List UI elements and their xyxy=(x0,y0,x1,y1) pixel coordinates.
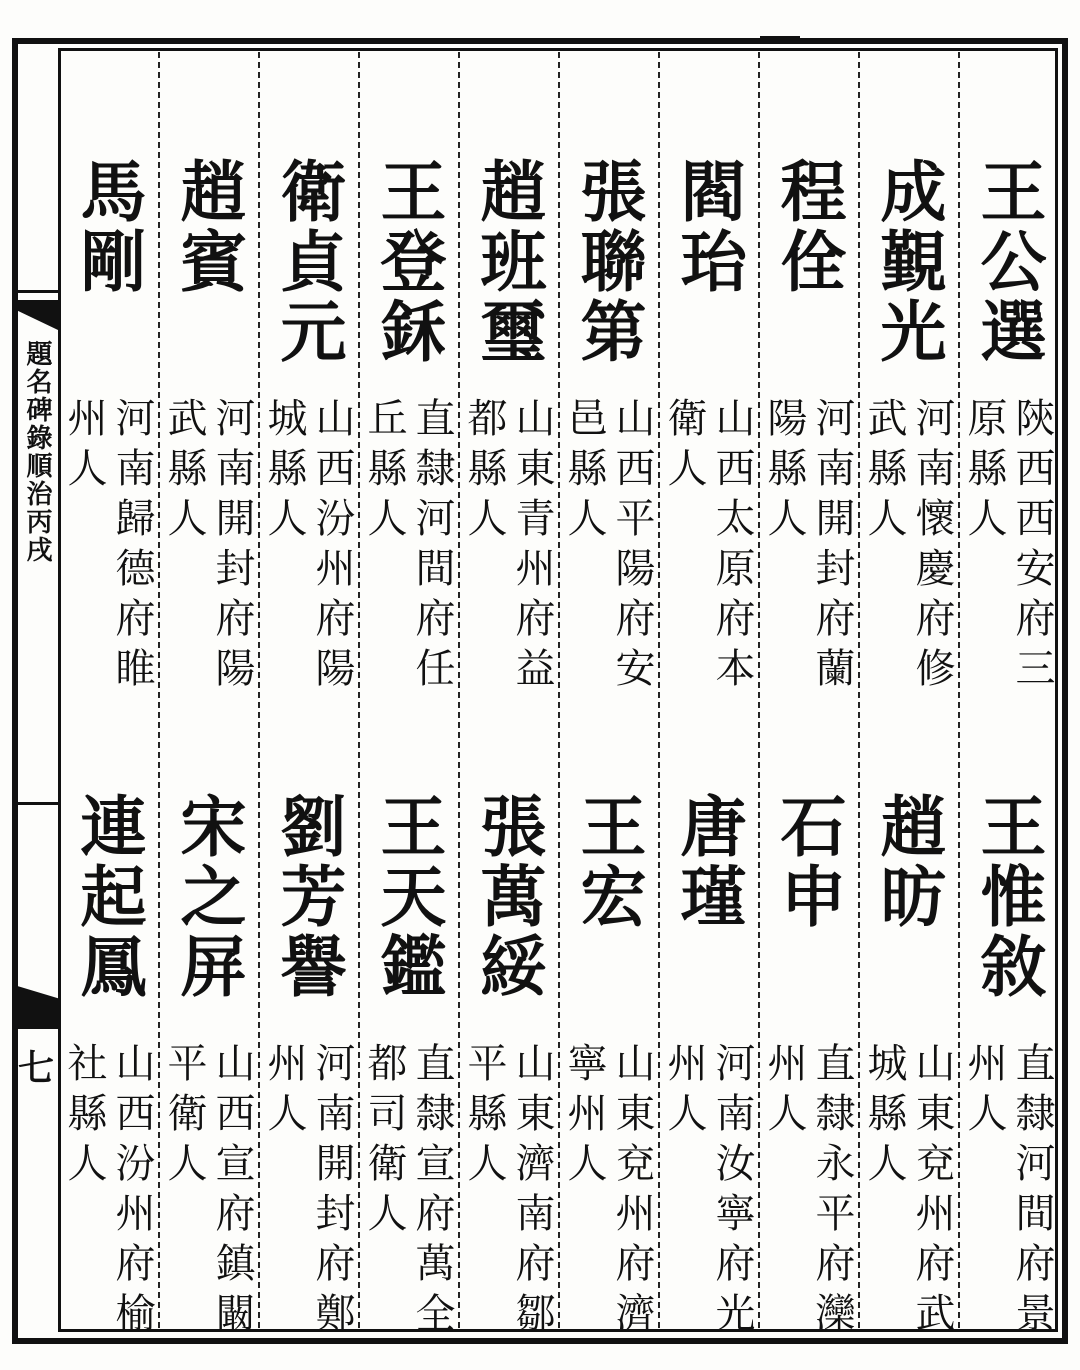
origin-line: 河南開封府鄭 xyxy=(309,1042,355,1342)
entry-origin xyxy=(558,397,658,697)
register-column xyxy=(58,52,158,1342)
spine-margin-bottom xyxy=(14,985,58,1145)
origin-line: 山東兗州府濟 xyxy=(609,1042,655,1342)
entry-name: 程佺 xyxy=(769,157,847,297)
origin-line: 山東濟南府鄒 xyxy=(509,1042,555,1342)
entry-origin xyxy=(58,397,158,697)
entry-name: 馬剛 xyxy=(69,157,147,297)
origin-line: 武縣人 xyxy=(861,397,907,547)
top-mark xyxy=(760,36,800,44)
page-number: 七 xyxy=(18,1047,55,1089)
register-column xyxy=(158,52,258,1342)
entry-origin xyxy=(158,1042,258,1342)
origin-line: 河南歸德府睢 xyxy=(109,397,155,697)
entry-origin xyxy=(158,397,258,697)
entry-name: 王公選 xyxy=(969,157,1047,367)
origin-line: 武縣人 xyxy=(161,397,207,547)
entry-origin xyxy=(858,1042,958,1342)
origin-line: 城縣人 xyxy=(861,1042,907,1192)
origin-line: 河南開封府蘭 xyxy=(809,397,855,697)
origin-line: 社縣人 xyxy=(61,1042,107,1192)
origin-line: 原縣人 xyxy=(961,397,1007,547)
fish-tail-mark-bottom xyxy=(14,985,58,1029)
origin-line: 山西平陽府安 xyxy=(609,397,655,697)
register-column xyxy=(358,52,458,1342)
entry-name: 張聯第 xyxy=(569,157,647,367)
origin-line: 平衛人 xyxy=(161,1042,207,1192)
spine-title: 題名碑錄順治丙戌 xyxy=(22,340,52,564)
origin-line: 州人 xyxy=(761,1042,807,1142)
register-column xyxy=(558,52,658,1342)
origin-line: 山西汾州府榆 xyxy=(109,1042,155,1342)
entry-name: 連起鳳 xyxy=(69,792,147,1002)
register-column xyxy=(658,52,758,1342)
entry-name: 王惟敘 xyxy=(969,792,1047,1002)
entry-name: 張萬綏 xyxy=(469,792,547,1002)
origin-line: 平縣人 xyxy=(461,1042,507,1192)
entry-origin xyxy=(958,397,1058,697)
origin-line: 直隸永平府灤 xyxy=(809,1042,855,1342)
entry-name: 劉芳譽 xyxy=(269,792,347,1002)
origin-line: 邑縣人 xyxy=(561,397,607,547)
entry-origin xyxy=(658,397,758,697)
origin-line: 都司衛人 xyxy=(361,1042,407,1242)
entry-origin xyxy=(758,397,858,697)
origin-line: 陽縣人 xyxy=(761,397,807,547)
entry-name: 王天鑑 xyxy=(369,792,447,1002)
entry-name: 宋之屏 xyxy=(169,792,247,1002)
entry-origin xyxy=(58,1042,158,1342)
entry-name: 趙昉 xyxy=(869,792,947,932)
entry-name: 趙賓 xyxy=(169,157,247,297)
entry-origin xyxy=(358,1042,458,1342)
origin-line: 寧州人 xyxy=(561,1042,607,1192)
entry-name: 成覲光 xyxy=(869,157,947,367)
spine-margin xyxy=(14,300,58,800)
origin-line: 州人 xyxy=(61,397,107,497)
origin-line: 山東青州府益 xyxy=(509,397,555,697)
entry-origin xyxy=(258,397,358,697)
spine-divider-bottom xyxy=(14,802,58,805)
origin-line: 山東兗州府武 xyxy=(909,1042,955,1342)
entry-name: 衛貞元 xyxy=(269,157,347,367)
spine-divider-top xyxy=(14,290,58,293)
register-column xyxy=(958,52,1058,1342)
register-column xyxy=(758,52,858,1342)
origin-line: 河南汝寧府光 xyxy=(709,1042,755,1342)
origin-line: 直隸河間府任 xyxy=(409,397,455,697)
entry-origin xyxy=(858,397,958,697)
entry-name: 王宏 xyxy=(569,792,647,932)
origin-line: 河南開封府陽 xyxy=(209,397,255,697)
entry-origin xyxy=(658,1042,758,1342)
entry-origin xyxy=(958,1042,1058,1342)
origin-line: 河南懷慶府修 xyxy=(909,397,955,697)
entry-name: 趙班璽 xyxy=(469,157,547,367)
origin-line: 陝西西安府三 xyxy=(1009,397,1055,697)
origin-line: 州人 xyxy=(261,1042,307,1142)
register-column xyxy=(258,52,358,1342)
entry-origin xyxy=(758,1042,858,1342)
origin-line: 都縣人 xyxy=(461,397,507,547)
entry-name: 王登鉌 xyxy=(369,157,447,367)
origin-line: 山西汾州府陽 xyxy=(309,397,355,697)
origin-line: 直隸河間府景 xyxy=(1009,1042,1055,1342)
entry-origin xyxy=(458,1042,558,1342)
entry-origin xyxy=(358,397,458,697)
origin-line: 衛人 xyxy=(661,397,707,497)
register-column xyxy=(858,52,958,1342)
entry-name: 唐瑾 xyxy=(669,792,747,932)
entry-name: 石申 xyxy=(769,792,847,932)
origin-line: 城縣人 xyxy=(261,397,307,547)
origin-line: 丘縣人 xyxy=(361,397,407,547)
entry-name: 閻珆 xyxy=(669,157,747,297)
entry-origin xyxy=(558,1042,658,1342)
origin-line: 山西宣府鎮闞 xyxy=(209,1042,255,1342)
entry-origin xyxy=(258,1042,358,1342)
register-column xyxy=(458,52,558,1342)
fish-tail-mark-top xyxy=(14,300,58,330)
origin-line: 州人 xyxy=(961,1042,1007,1142)
origin-line: 山西太原府本 xyxy=(709,397,755,697)
entry-origin xyxy=(458,397,558,697)
origin-line: 直隸宣府萬全 xyxy=(409,1042,455,1342)
origin-line: 州人 xyxy=(661,1042,707,1142)
